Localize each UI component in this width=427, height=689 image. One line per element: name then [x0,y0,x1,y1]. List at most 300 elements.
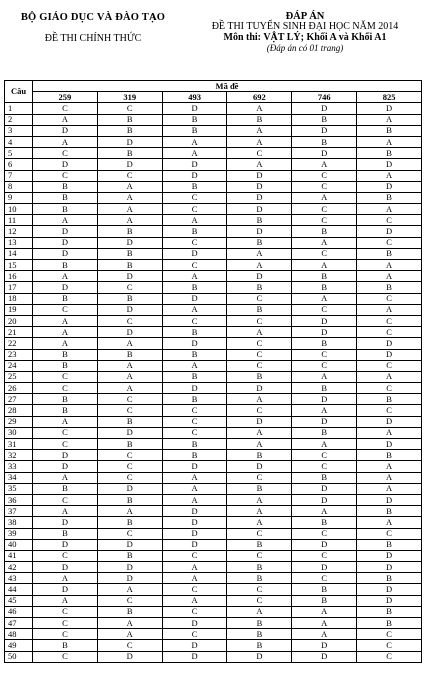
answer-cell: A [227,136,292,147]
code-header: 493 [162,92,227,103]
answer-cell: C [227,550,292,561]
answer-cell: B [357,506,422,517]
question-number-cell: 26 [5,383,33,394]
answer-cell: A [357,472,422,483]
answer-cell: C [162,584,227,595]
answer-cell: D [162,517,227,528]
question-number-cell: 23 [5,349,33,360]
question-number-cell: 27 [5,394,33,405]
answer-cell: A [33,338,98,349]
answer-cell: C [33,494,98,505]
answer-cell: D [162,159,227,170]
table-row [5,494,422,505]
answer-cell: A [292,405,357,416]
answer-cell: D [97,573,162,584]
answer-cell: B [227,629,292,640]
answer-cell: A [357,517,422,528]
question-number-cell: 22 [5,338,33,349]
answer-cell: A [357,304,422,315]
answer-cell: B [292,136,357,147]
question-number-cell: 37 [5,506,33,517]
answer-cell: C [162,260,227,271]
answer-cell: B [97,517,162,528]
answer-cell: B [33,181,98,192]
table-row [5,640,422,651]
answer-cell: D [162,461,227,472]
answer-cell: B [357,618,422,629]
answer-cell: B [162,349,227,360]
answer-cell: C [292,170,357,181]
answer-cell: C [97,394,162,405]
answer-cell: D [357,416,422,427]
answer-cell: B [33,360,98,371]
answer-cell: D [162,618,227,629]
answer-cell: A [33,315,98,326]
answer-cell: B [162,125,227,136]
answer-cell: B [227,562,292,573]
answer-cell: C [162,629,227,640]
table-row [5,304,422,315]
answer-cell: D [33,517,98,528]
answer-cell: C [33,550,98,561]
answer-cell: B [97,439,162,450]
answer-cell: C [97,640,162,651]
answer-cell: B [292,595,357,606]
answer-cell: B [357,125,422,136]
answer-cell: D [357,103,422,114]
table-row [5,315,422,326]
answer-cell: C [162,550,227,561]
answer-cell: B [33,204,98,215]
answer-cell: D [227,226,292,237]
answer-cell: C [97,461,162,472]
answer-cell: A [162,483,227,494]
answer-cell: B [357,450,422,461]
answer-cell: D [162,293,227,304]
question-number-cell: 36 [5,494,33,505]
answer-cell: D [162,383,227,394]
exam-type: ĐỀ THI CHÍNH THỨC [44,33,142,44]
table-row [5,506,422,517]
answer-cell: B [97,248,162,259]
question-number-cell: 15 [5,260,33,271]
answer-cell: B [227,114,292,125]
answer-cell: B [357,394,422,405]
answer-cell: D [292,315,357,326]
header-left [8,12,178,44]
answer-cell: A [162,215,227,226]
answer-cell: C [227,315,292,326]
answer-cell: C [227,595,292,606]
answer-cell: C [292,181,357,192]
answer-cell: C [33,103,98,114]
answer-cell: D [162,170,227,181]
answer-cell: B [33,192,98,203]
answer-cell: D [357,562,422,573]
answer-cell: B [162,450,227,461]
question-number-cell: 20 [5,315,33,326]
answer-cell: A [357,371,422,382]
answer-cell: D [97,651,162,662]
answer-cell: A [357,136,422,147]
code-header: 692 [227,92,292,103]
answer-cell: C [357,315,422,326]
table-row [5,192,422,203]
answer-cell: B [97,349,162,360]
answer-cell: D [97,539,162,550]
answer-cell: A [162,595,227,606]
question-number-cell: 41 [5,550,33,561]
answer-cell: B [357,539,422,550]
answer-cell: D [33,584,98,595]
question-number-cell: 7 [5,170,33,181]
answer-cell: A [162,494,227,505]
answer-cell: D [162,651,227,662]
answer-cell: A [97,192,162,203]
answer-cell: A [357,170,422,181]
answer-cell: A [227,159,292,170]
table-row [5,271,422,282]
table-row [5,595,422,606]
answer-cell: A [357,271,422,282]
answer-cell: A [227,517,292,528]
answer-cell: B [162,282,227,293]
answer-cell: C [33,383,98,394]
answer-cell: A [357,260,422,271]
question-number-cell: 32 [5,450,33,461]
answer-cell: C [227,349,292,360]
answer-cell: C [97,405,162,416]
question-number-cell: 35 [5,483,33,494]
question-number-cell: 43 [5,573,33,584]
answer-cell: A [97,215,162,226]
answer-cell: D [292,125,357,136]
answer-cell: A [33,573,98,584]
answer-cell: B [357,606,422,617]
question-number-cell: 39 [5,528,33,539]
answer-cell: D [97,136,162,147]
table-row [5,550,422,561]
answer-cell: D [33,461,98,472]
table-row [5,237,422,248]
table-row [5,136,422,147]
answer-cell: A [97,181,162,192]
answer-cell: D [292,416,357,427]
table-row [5,293,422,304]
answer-cell: D [357,338,422,349]
answer-cell: C [162,192,227,203]
question-number-cell: 5 [5,148,33,159]
answer-cell: B [33,394,98,405]
answer-cell: B [33,640,98,651]
answer-cell: C [33,651,98,662]
answer-cell: D [97,327,162,338]
answer-cell: D [162,640,227,651]
answer-cell: A [97,584,162,595]
question-number-cell: 45 [5,595,33,606]
answer-cell: B [97,606,162,617]
answer-cell: B [227,483,292,494]
answer-cell: B [227,304,292,315]
answer-cell: C [33,439,98,450]
answer-cell: C [292,360,357,371]
table-row [5,416,422,427]
question-number-cell: 21 [5,327,33,338]
answer-cell: C [97,595,162,606]
answer-cell: D [227,271,292,282]
answer-cell: B [357,282,422,293]
answer-cell: C [357,327,422,338]
answer-cell: D [97,159,162,170]
answer-cell: D [162,248,227,259]
answer-cell: A [33,215,98,226]
answer-cell: D [33,125,98,136]
answer-cell: C [292,248,357,259]
question-number-cell: 33 [5,461,33,472]
answer-cell: C [292,550,357,561]
question-number-cell: 24 [5,360,33,371]
table-row [5,360,422,371]
answer-cell: C [33,427,98,438]
question-number-cell: 31 [5,439,33,450]
table-row [5,159,422,170]
answer-cell: D [227,651,292,662]
answer-cell: B [33,349,98,360]
answer-cell: A [357,483,422,494]
question-number-cell: 1 [5,103,33,114]
table-row [5,606,422,617]
table-row [5,483,422,494]
answer-cell: A [292,618,357,629]
answer-cell: B [292,517,357,528]
answer-cell: C [292,573,357,584]
answer-cell: C [357,405,422,416]
question-number-cell: 47 [5,618,33,629]
answer-cell: B [33,293,98,304]
answer-cell: A [357,204,422,215]
answer-cell: B [292,282,357,293]
answer-cell: A [292,192,357,203]
question-number-cell: 8 [5,181,33,192]
table-row [5,148,422,159]
answer-cell: D [292,394,357,405]
answer-cell: B [162,114,227,125]
answer-cell: B [292,271,357,282]
subject-line: Môn thi: VẬT LÝ; Khối A và Khối A1 [223,32,387,43]
answer-cell: C [357,360,422,371]
table-row [5,327,422,338]
answer-cell: B [292,338,357,349]
answer-cell: C [227,584,292,595]
table-row [5,618,422,629]
answer-cell: A [162,573,227,584]
question-number-cell: 50 [5,651,33,662]
answer-cell: C [357,528,422,539]
answer-cell: A [292,159,357,170]
answer-cell: D [227,416,292,427]
answer-cell: B [292,584,357,595]
answer-cell: C [162,315,227,326]
question-number-cell: 40 [5,539,33,550]
question-number-cell: 38 [5,517,33,528]
table-row [5,248,422,259]
answer-cell: A [33,472,98,483]
answer-cell: B [97,416,162,427]
answer-cell: A [162,304,227,315]
table-row [5,226,422,237]
table-row [5,629,422,640]
answer-cell: C [227,405,292,416]
answer-cell: D [357,584,422,595]
answer-cell: C [162,204,227,215]
answer-cell: B [162,394,227,405]
question-number-cell: 10 [5,204,33,215]
table-row [5,349,422,360]
answer-cell: C [33,606,98,617]
answer-cell: B [162,181,227,192]
answer-cell: D [227,383,292,394]
answer-cell: C [162,427,227,438]
answer-cell: D [357,494,422,505]
answer-cell: B [97,226,162,237]
answer-cell: B [97,550,162,561]
answer-cell: A [162,271,227,282]
answer-cell: B [97,114,162,125]
answer-cell: A [97,371,162,382]
question-number-cell: 30 [5,427,33,438]
answer-cell: B [97,494,162,505]
answer-cell: C [33,618,98,629]
answer-cell: A [357,461,422,472]
table-row [5,539,422,550]
table-row [5,584,422,595]
answer-cell: C [292,204,357,215]
question-number-cell: 48 [5,629,33,640]
exam-name: ĐỀ THI TUYỂN SINH ĐẠI HỌC NĂM 2014 [211,21,399,32]
table-row [5,573,422,584]
question-number-cell: 46 [5,606,33,617]
question-number-cell: 49 [5,640,33,651]
code-header: 259 [33,92,98,103]
table-row [5,528,422,539]
answer-cell: B [162,439,227,450]
answer-cell: A [33,506,98,517]
answer-title: ĐÁP ÁN [285,11,325,22]
answer-cell: A [33,327,98,338]
answer-cell: B [357,248,422,259]
answer-cell: B [227,618,292,629]
answer-cell: A [33,595,98,606]
answer-cell: C [357,293,422,304]
table-row [5,215,422,226]
answer-cell: D [292,562,357,573]
question-number-cell: 6 [5,159,33,170]
question-number-cell: 4 [5,136,33,147]
answer-cell: D [357,159,422,170]
answer-cell: C [292,304,357,315]
answer-cell: A [227,125,292,136]
answer-cell: D [227,170,292,181]
answer-cell: C [227,148,292,159]
answer-cell: B [357,192,422,203]
answer-cell: D [292,148,357,159]
answer-cell: D [33,282,98,293]
table-row [5,170,422,181]
answer-cell: B [292,114,357,125]
question-number-cell: 2 [5,114,33,125]
answer-cell: C [97,282,162,293]
answer-cell: C [227,360,292,371]
answer-cell: C [292,215,357,226]
answer-cell: B [292,226,357,237]
answer-cell: B [227,215,292,226]
table-row [5,562,422,573]
answer-cell: A [33,271,98,282]
answer-cell: C [357,640,422,651]
answer-cell: A [227,427,292,438]
question-number-cell: 18 [5,293,33,304]
answer-cell: B [227,573,292,584]
question-number-cell: 17 [5,282,33,293]
answer-cell: C [97,472,162,483]
answer-cell: C [162,416,227,427]
table-header-row [5,81,422,92]
answer-cell: D [357,349,422,360]
table-row [5,114,422,125]
question-number-cell: 12 [5,226,33,237]
question-number-cell: 28 [5,405,33,416]
answer-cell: D [292,651,357,662]
answer-cell: D [292,539,357,550]
question-column-header: Câu [5,81,33,103]
answer-cell: D [162,528,227,539]
answer-table-body [5,103,422,662]
answer-cell: D [33,539,98,550]
answer-cell: B [227,282,292,293]
answer-cell: C [162,606,227,617]
answer-cell: A [227,394,292,405]
table-row [5,394,422,405]
answer-cell: A [162,360,227,371]
answer-cell: D [292,103,357,114]
table-row [5,651,422,662]
answer-cell: A [97,618,162,629]
answer-table [4,80,422,663]
question-number-cell: 19 [5,304,33,315]
table-row [5,427,422,438]
answer-cell: B [227,450,292,461]
table-row [5,405,422,416]
table-row [5,125,422,136]
table-row [5,517,422,528]
question-number-cell: 16 [5,271,33,282]
answer-cell: A [97,204,162,215]
answer-cell: D [357,595,422,606]
answer-cell: D [33,450,98,461]
answer-cell: C [33,371,98,382]
answer-cell: D [33,248,98,259]
answer-cell: D [292,494,357,505]
table-row [5,204,422,215]
answer-cell: C [357,383,422,394]
answer-cell: C [357,651,422,662]
answer-cell: B [33,260,98,271]
table-row [5,282,422,293]
answer-cell: D [33,159,98,170]
answer-cell: B [162,327,227,338]
answer-cell: C [33,148,98,159]
answer-cell: B [97,125,162,136]
